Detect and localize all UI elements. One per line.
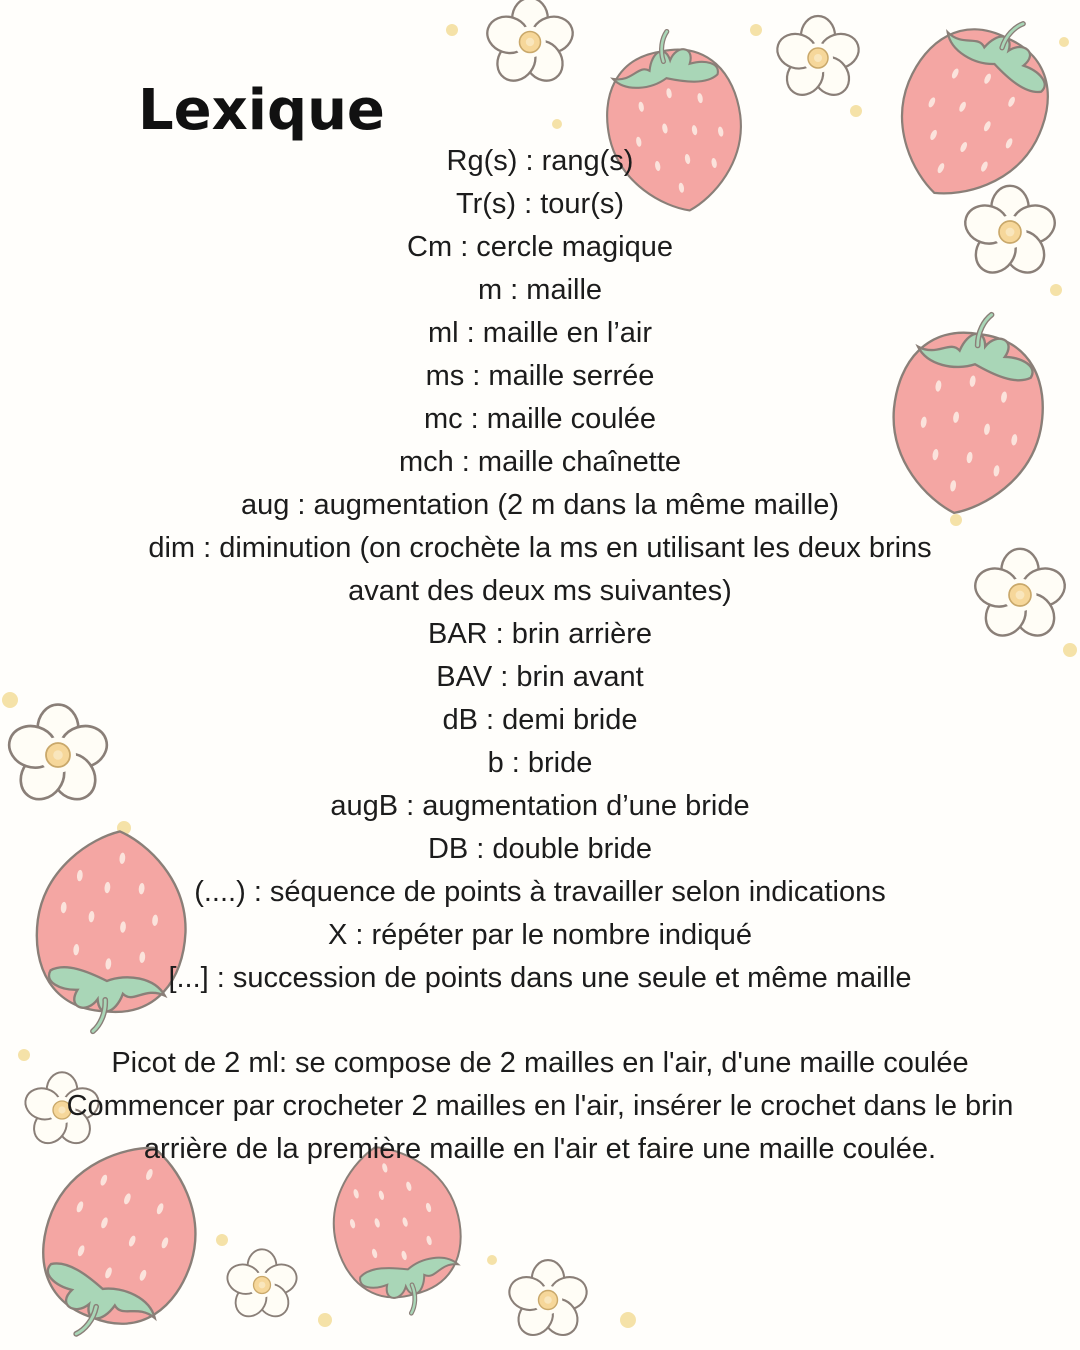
page-title: Lexique [138,78,385,143]
lexicon-entry: (....) : séquence de points à travailler selon indications [194,876,886,908]
lexicon-entry: Tr(s) : tour(s) [455,188,625,220]
lexicon-entry: b : bride [487,747,593,779]
lexicon-list [40,140,1040,1000]
lexicon-entry: BAR : brin arrière [427,618,652,650]
lexicon-entry: dim : diminution (on crochète la ms en utilisant les deux brins [148,532,932,564]
flower-icon [773,16,863,102]
lexicon-entry: [...] : succession de points dans une seule et même maille [168,962,912,994]
lexicon-entry: avant des deux ms suivantes) [348,575,732,607]
picot-instructions: Picot de 2 ml: se compose de 2 mailles en l'air, d'une maille coulée Commencer par crocheter 2 mailles en l'air, insérer le crochet dans le brin arrière de la première maille en l'air et faire une maille coulée. [66,1047,1014,1165]
lexicon-entry: ms : maille serrée [425,360,655,392]
lexicon-entry: ml : maille en l’air [428,317,652,349]
lexicon-entry: Cm : cercle magique [407,231,673,263]
lexicon-entry: dB : demi bride [442,704,638,736]
lexicon-entry: Rg(s) : rang(s) [446,145,634,177]
lexicon-entry: m : maille [477,274,603,306]
flower-icon [505,1260,591,1342]
lexicon-entry: mch : maille chaînette [398,446,682,478]
lexicon-entry: augB : augmentation d’une bride [330,790,750,822]
flower-icon [224,1249,301,1322]
flower-icon [483,0,578,88]
lexicon-entry: aug : augmentation (2 m dans la même maille) [240,489,839,521]
lexicon-entry: BAV : brin avant [436,661,644,693]
lexicon-entry: X : répéter par le nombre indiqué [328,919,752,951]
lexicon-entry: DB : double bride [427,833,653,865]
lexicon-entry: mc : maille coulée [423,403,657,435]
